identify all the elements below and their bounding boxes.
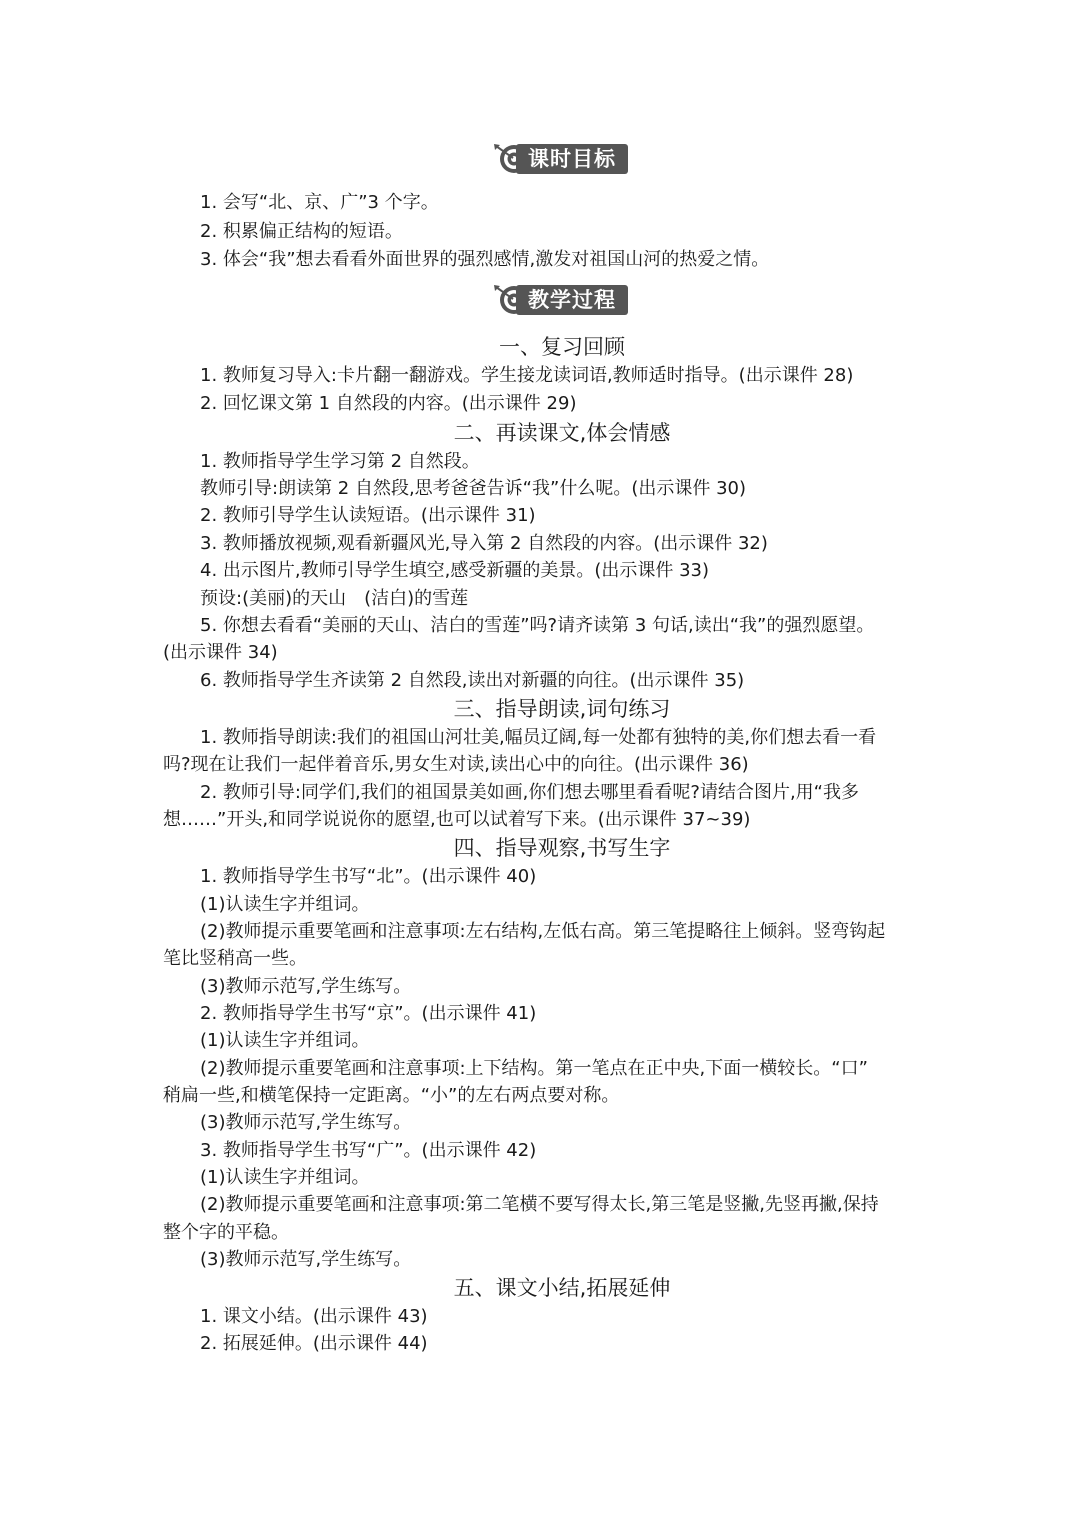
section-line: 1. 教师指导学生书写“北”。(出示课件 40) (200, 866, 537, 887)
objectives-badge (490, 142, 630, 176)
section-line: 1. 课文小结。(出示课件 43) (200, 1306, 428, 1327)
section-line: 2. 教师引导:同学们,我们的祖国景美如画,你们想去哪里看看呢?请结合图片,用“我多 (200, 782, 860, 803)
process-badge-label: 教学过程 (516, 285, 628, 315)
section-heading-writing: 四、指导观察,书写生字 (453, 836, 671, 860)
section-line: (2)教师提示重要笔画和注意事项:第二笔横不要写得太长,第三笔是竖撇,先竖再撇,保持 (200, 1194, 879, 1215)
section-line: 教师引导:朗读第 2 自然段,思考爸爸告诉“我”什么呢。(出示课件 30) (200, 478, 747, 499)
objective-item: 2. 积累偏正结构的短语。 (200, 221, 403, 242)
section-line: (2)教师提示重要笔画和注意事项:上下结构。第一笔点在正中央,下面一横较长。“口” (200, 1058, 868, 1079)
objective-item: 1. 会写“北、京、广”3 个字。 (200, 192, 439, 213)
section-line: 2. 教师引导学生认读短语。(出示课件 31) (200, 505, 536, 526)
section-line: (1)认读生字并组词。 (200, 1030, 370, 1051)
section-line: 1. 教师复习导入:卡片翻一翻游戏。学生接龙读词语,教师适时指导。(出示课件 28) (200, 365, 854, 386)
section-heading-review: 一、复习回顾 (499, 335, 625, 359)
section-line: 2. 回忆课文第 1 自然段的内容。(出示课件 29) (200, 393, 577, 414)
section-line: 2. 教师指导学生书写“京”。(出示课件 41) (200, 1003, 537, 1024)
section-line: 整个字的平稳。 (163, 1222, 289, 1243)
objective-item: 3. 体会“我”想去看看外面世界的强烈感情,激发对祖国山河的热爱之情。 (200, 249, 770, 270)
section-line: 1. 教师指导朗读:我们的祖国山河壮美,幅员辽阔,每一处都有独特的美,你们想去看一看 (200, 727, 877, 748)
section-line: 预设:(美丽)的天山 (洁白)的雪莲 (200, 588, 469, 609)
section-line: 4. 出示图片,教师引导学生填空,感受新疆的美景。(出示课件 33) (200, 560, 710, 581)
section-heading-reread: 二、再读课文,体会情感 (453, 421, 671, 445)
section-line: 6. 教师指导学生齐读第 2 自然段,读出对新疆的向往。(出示课件 35) (200, 670, 745, 691)
section-line: 吗?现在让我们一起伴着音乐,男女生对读,读出心中的向往。(出示课件 36) (163, 754, 749, 775)
section-line: (3)教师示范写,学生练写。 (200, 1112, 412, 1133)
section-line: (3)教师示范写,学生练写。 (200, 976, 412, 997)
section-line: 3. 教师指导学生书写“广”。(出示课件 42) (200, 1140, 537, 1161)
section-line: 稍扁一些,和横笔保持一定距离。“小”的左右两点要对称。 (163, 1085, 620, 1106)
section-line: (1)认读生字并组词。 (200, 894, 370, 915)
process-badge (490, 283, 630, 317)
section-line: 2. 拓展延伸。(出示课件 44) (200, 1333, 428, 1354)
section-line: 想……”开头,和同学说说你的愿望,也可以试着写下来。(出示课件 37~39) (163, 809, 751, 830)
section-line: (1)认读生字并组词。 (200, 1167, 370, 1188)
section-line: 1. 教师指导学生学习第 2 自然段。 (200, 451, 480, 472)
section-line: (出示课件 34) (163, 642, 278, 663)
objectives-badge-label: 课时目标 (516, 144, 628, 174)
section-heading-summary: 五、课文小结,拓展延伸 (453, 1276, 671, 1300)
section-line: 5. 你想去看看“美丽的天山、洁白的雪莲”吗?请齐读第 3 句话,读出“我”的强烈愿望。 (200, 615, 875, 636)
section-line: 笔比竖稍高一些。 (163, 948, 307, 969)
section-line: (2)教师提示重要笔画和注意事项:左右结构,左低右高。第三笔提略往上倾斜。竖弯钩起 (200, 921, 886, 942)
section-heading-reading: 三、指导朗读,词句练习 (453, 697, 671, 721)
section-line: (3)教师示范写,学生练写。 (200, 1249, 412, 1270)
section-line: 3. 教师播放视频,观看新疆风光,导入第 2 自然段的内容。(出示课件 32) (200, 533, 768, 554)
